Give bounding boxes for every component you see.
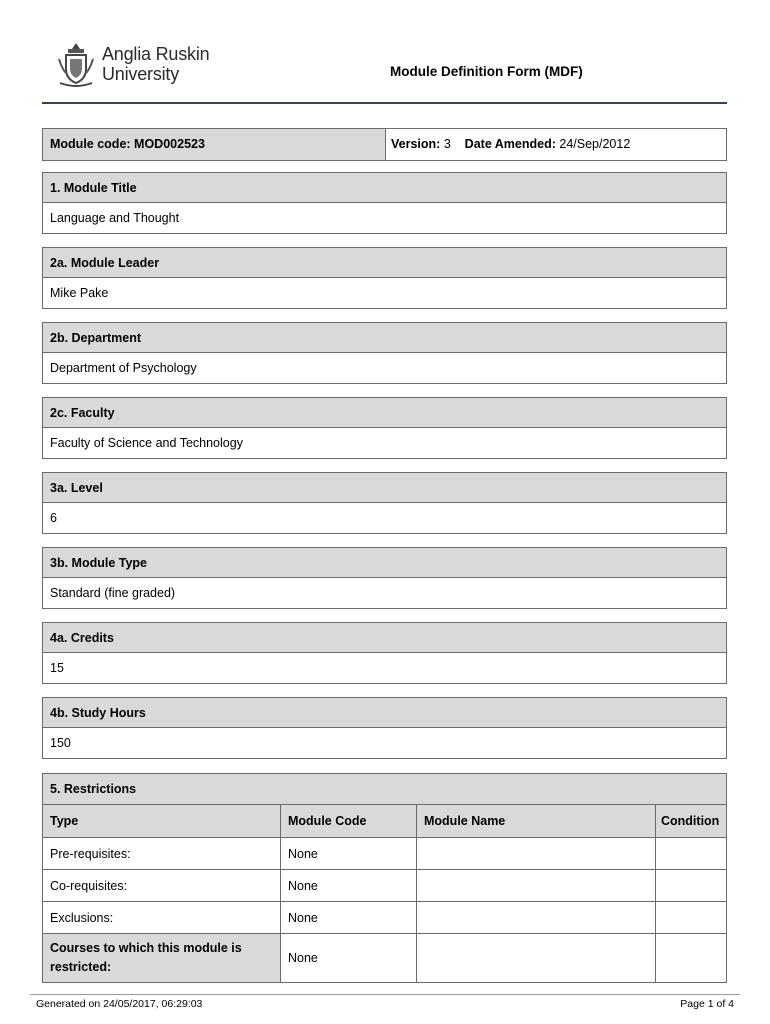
restriction-name xyxy=(417,902,656,933)
table-row xyxy=(43,902,726,934)
restriction-type: Pre-requisites: xyxy=(43,838,281,869)
restriction-type: Co-requisites: xyxy=(43,870,281,901)
module-code-label: Module code: xyxy=(50,137,131,151)
restriction-name xyxy=(417,934,656,982)
generated-timestamp: Generated on 24/05/2017, 06:29:03 xyxy=(36,998,203,1010)
restriction-code: None xyxy=(281,934,417,982)
logo-line-2: University xyxy=(102,64,180,84)
module-code-cell xyxy=(43,129,386,160)
section-value: 15 xyxy=(50,661,64,675)
section-study-hours xyxy=(42,697,727,759)
footer-divider xyxy=(30,994,740,995)
page-number: Page 1 of 4 xyxy=(680,998,734,1010)
version-value: 3 xyxy=(443,137,451,151)
version-label: Version: xyxy=(391,137,441,151)
section-value: 150 xyxy=(50,736,71,750)
restrictions-heading: 5. Restrictions xyxy=(43,774,726,805)
section-value: 6 xyxy=(50,511,57,525)
section-heading: 3a. Level xyxy=(43,473,726,503)
restrictions-table xyxy=(42,773,727,983)
restriction-condition xyxy=(656,934,726,982)
restriction-condition xyxy=(656,870,726,901)
section-heading: 4b. Study Hours xyxy=(43,698,726,728)
section-value: Mike Pake xyxy=(50,286,109,300)
column-header-type: Type xyxy=(43,805,281,837)
section-department xyxy=(42,322,727,384)
section-value: Language and Thought xyxy=(50,211,180,225)
restriction-type: Courses to which this module is restricted: xyxy=(43,934,281,982)
table-row xyxy=(43,838,726,870)
restriction-code: None xyxy=(281,902,417,933)
module-code-row xyxy=(42,128,727,161)
version-date-cell xyxy=(386,129,726,160)
section-heading: 2c. Faculty xyxy=(43,398,726,428)
restriction-name xyxy=(417,838,656,869)
section-module-type xyxy=(42,547,727,609)
form-title: Module Definition Form (MDF) xyxy=(390,64,583,79)
restriction-type: Exclusions: xyxy=(43,902,281,933)
section-module-leader xyxy=(42,247,727,309)
restriction-code: None xyxy=(281,870,417,901)
section-value: Department of Psychology xyxy=(50,361,197,375)
section-heading: 1. Module Title xyxy=(43,173,726,203)
section-module-title xyxy=(42,172,727,234)
section-credits xyxy=(42,622,727,684)
column-header-module-name: Module Name xyxy=(417,805,656,837)
restriction-name xyxy=(417,870,656,901)
restriction-condition xyxy=(656,838,726,869)
university-logo xyxy=(56,38,209,90)
section-faculty xyxy=(42,397,727,459)
column-header-module-code: Module Code xyxy=(281,805,417,837)
section-level xyxy=(42,472,727,534)
header-divider xyxy=(42,102,727,104)
restriction-code: None xyxy=(281,838,417,869)
section-heading: 4a. Credits xyxy=(43,623,726,653)
section-heading: 2a. Module Leader xyxy=(43,248,726,278)
section-heading: 3b. Module Type xyxy=(43,548,726,578)
section-value: Standard (fine graded) xyxy=(50,586,176,600)
table-header-row xyxy=(43,805,726,838)
logo-line-1: Anglia Ruskin xyxy=(102,44,210,64)
column-header-condition: Condition xyxy=(661,814,720,828)
section-value: Faculty of Science and Technology xyxy=(50,436,243,450)
table-row xyxy=(43,934,726,982)
date-amended-label: Date Amended: xyxy=(464,137,556,151)
date-amended-value: 24/Sep/2012 xyxy=(559,137,631,151)
restriction-condition xyxy=(656,902,726,933)
module-code-value: MOD002523 xyxy=(134,137,205,151)
section-heading: 2b. Department xyxy=(43,323,726,353)
table-row xyxy=(43,870,726,902)
crest-icon xyxy=(56,39,96,89)
